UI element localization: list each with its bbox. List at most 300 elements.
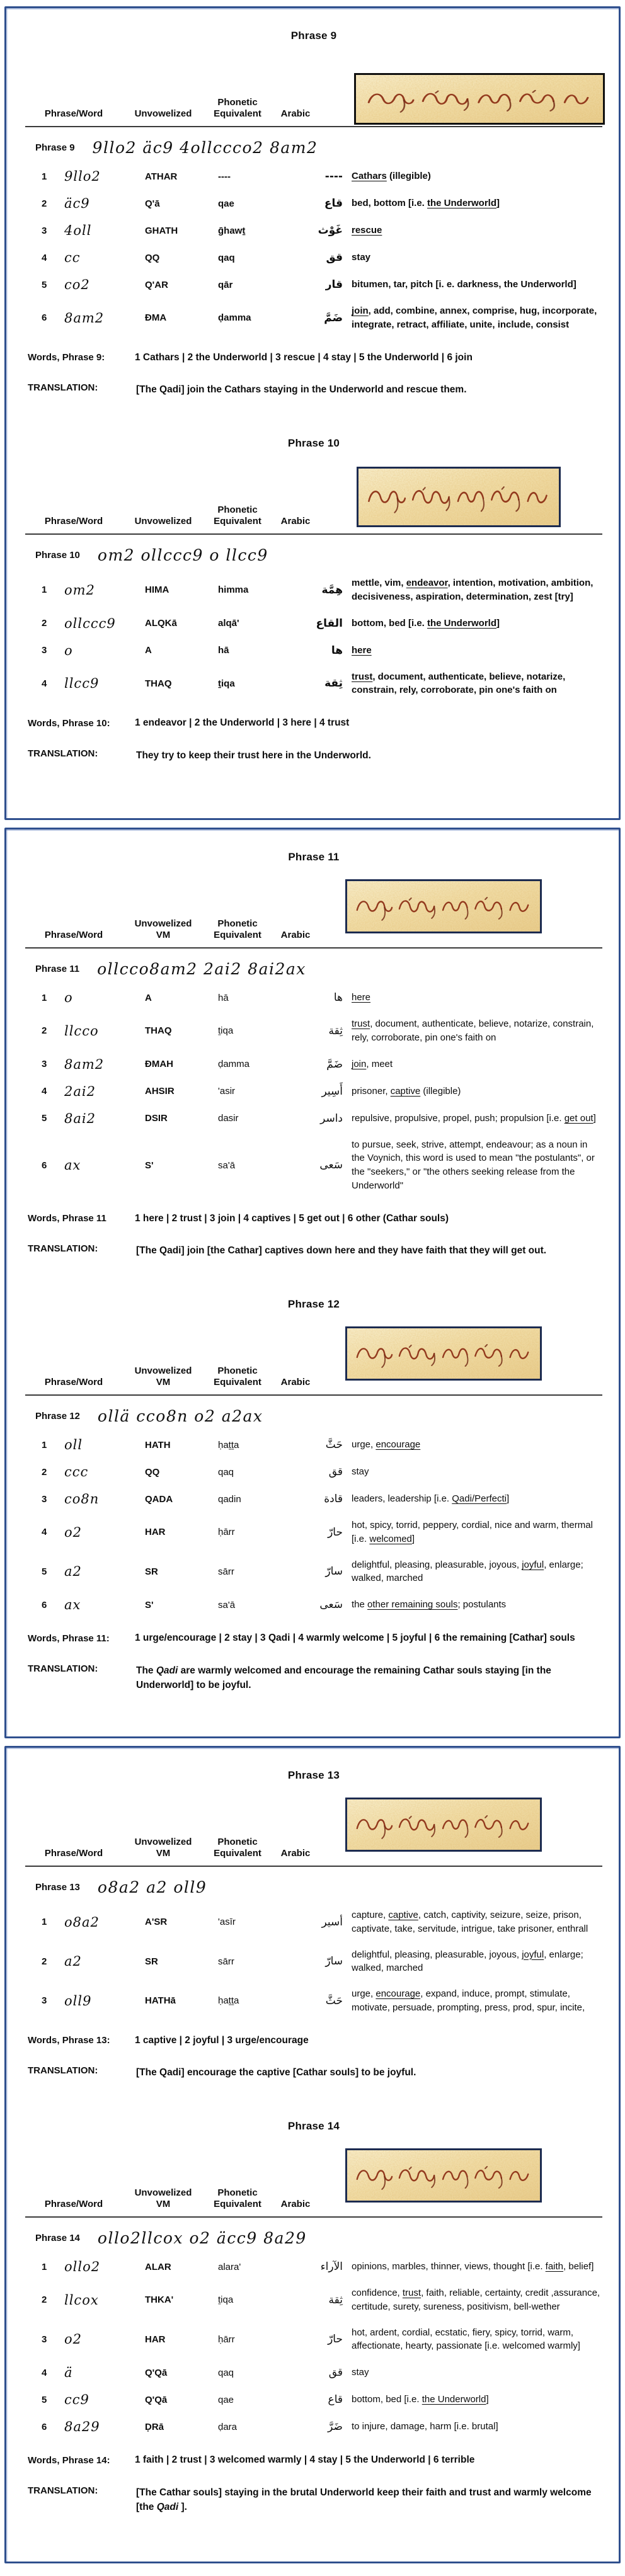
translation-value: They try to keep their trust here in the Underworld. (136, 749, 371, 761)
translation-row (28, 2065, 602, 2080)
voynich-word: ä (64, 2365, 73, 2381)
word-row (25, 1138, 602, 1193)
unvowelized-value: Q'ā (145, 198, 160, 209)
phonetic-value: qār (218, 279, 233, 290)
column-header-phonetic-line2: Equivalent (214, 108, 261, 120)
unvowelized-value: HIMA (145, 584, 169, 596)
unvowelized-value: HATH (145, 1439, 171, 1450)
translation-row (28, 2485, 602, 2515)
arabic-value: قادة (324, 1493, 343, 1506)
arabic-value: قق (326, 251, 343, 264)
phrase-vm-text: 9llo2 äc9 4ollccco2 8am2 (92, 139, 318, 157)
bordered-page-block (4, 6, 621, 820)
arabic-value: القاع (316, 617, 343, 630)
phrase-vm-label: Phrase 14 (35, 2233, 80, 2244)
phrase-title: Phrase 11 (288, 851, 340, 863)
word-number: 1 (42, 584, 47, 596)
phonetic-value: dasir (218, 1113, 239, 1124)
voynich-word: o2 (64, 2332, 83, 2347)
arabic-value: ---- (324, 170, 343, 183)
word-row (25, 304, 602, 332)
translation-value: [The Qadi] join the Cathars staying in the Underworld and rescue them. (136, 384, 467, 395)
words-summary-label: Words, Phrase 11: (28, 1633, 110, 1644)
unvowelized-value: A (145, 992, 152, 1003)
unvowelized-value: ḌRā (145, 2421, 164, 2432)
unvowelized-value: DSIR (145, 1113, 168, 1124)
translation-row (28, 1243, 602, 1258)
word-number: 3 (42, 645, 47, 656)
phrase-vm-label: Phrase 9 (35, 142, 75, 153)
translation-value: [The Cathar souls] staying in the brutal Underworld keep their faith and trust and warmly welcome [the Qadi ]. (136, 2487, 592, 2512)
word-row (25, 990, 602, 1005)
phonetic-value: qadin (218, 1493, 241, 1505)
column-header-arabic: Arabic (280, 1848, 311, 1859)
phonetic-value: ḡhawṯ (218, 225, 246, 236)
word-number: 6 (42, 1599, 47, 1610)
column-header-phonetic (205, 504, 270, 528)
translation-value: [The Qadi] join [the Cathar] captives down here and they have faith that they will get out. (136, 1245, 547, 1256)
meaning-text: repulsive, propulsive, propel, push; propulsion [i.e. get out] (352, 1112, 596, 1124)
voynich-word: o (64, 642, 73, 658)
word-row (25, 1491, 602, 1507)
phrase-vm-row (35, 2229, 602, 2247)
word-number: 1 (42, 1439, 47, 1450)
phrase-vm-row (35, 1407, 602, 1425)
voynich-word: ollccc9 (64, 615, 116, 631)
word-row (25, 196, 602, 211)
phonetic-value: qaq (218, 1466, 234, 1478)
phrase-vm-row (35, 1878, 602, 1896)
translation-document (4, 6, 621, 2563)
word-number: 3 (42, 1493, 47, 1505)
words-summary-row (28, 351, 602, 365)
word-number: 2 (42, 2294, 47, 2306)
meaning-text: stay (352, 252, 371, 263)
phonetic-value: ḍamma (218, 312, 251, 324)
voynich-word: oll9 (64, 1993, 92, 2009)
word-row (25, 1084, 602, 1099)
unvowelized-value: ĐMA (145, 312, 167, 324)
word-row (25, 2365, 602, 2380)
phrase-title: Phrase 12 (287, 1298, 340, 1311)
column-header-phonetic-line2: Equivalent (214, 2199, 261, 2210)
unvowelized-value: THKA' (145, 2294, 174, 2306)
word-row (25, 277, 602, 292)
bordered-page-block (4, 828, 621, 1738)
column-header-phonetic (205, 1365, 270, 1389)
unvowelized-value: S' (145, 1599, 154, 1610)
word-row (25, 1948, 602, 1976)
translation-label: TRANSLATION: (28, 382, 98, 393)
word-row (25, 1017, 602, 1045)
column-header-unvowelized-line1: Unvowelized (134, 108, 192, 120)
word-row (25, 1111, 602, 1126)
voynich-word: co2 (64, 277, 90, 292)
word-rows (25, 169, 602, 332)
arabic-value: ها (333, 991, 343, 1004)
arabic-value: سَعى (319, 1159, 343, 1171)
column-header-unvowelized-line1: Unvowelized (134, 516, 192, 527)
phrase-section (25, 437, 602, 763)
word-number: 5 (42, 2394, 47, 2405)
arabic-value: غَوْث (318, 224, 343, 237)
column-header-unvowelized-line2: VM (156, 1848, 171, 1859)
voynich-manuscript-image (345, 879, 542, 933)
column-header-unvowelized-line2: VM (156, 2199, 171, 2210)
word-number: 3 (42, 2334, 47, 2345)
word-number: 4 (42, 678, 47, 689)
word-row (25, 1437, 602, 1452)
voynich-word: llcc9 (64, 676, 100, 692)
column-header-phonetic-line1: Phonetic (217, 918, 258, 929)
translation-row (28, 1663, 602, 1693)
word-number: 3 (42, 1059, 47, 1069)
voynich-manuscript-image (345, 1798, 542, 1852)
translation-value: [The Qadi] encourage the captive [Cathar souls] to be joyful. (136, 2066, 416, 2078)
phrase-vm-row (35, 546, 602, 564)
unvowelized-value: QQ (145, 252, 160, 263)
arabic-value: سَعى (319, 1599, 343, 1612)
meaning-text: bed, bottom [i.e. the Underworld] (352, 198, 500, 209)
voynich-manuscript-image (345, 1326, 542, 1381)
voynich-manuscript-image (354, 73, 605, 125)
meaning-text: prisoner, captive (illegible) (352, 1085, 461, 1097)
column-header-phonetic-line2: Equivalent (214, 516, 261, 527)
words-summary-label: Words, Phrase 10: (28, 717, 110, 729)
word-number: 2 (42, 198, 47, 209)
column-header-phonetic-line2: Equivalent (214, 1377, 261, 1388)
phrase-vm-label: Phrase 13 (35, 1882, 80, 1893)
word-row (25, 1519, 602, 1546)
translation-row (28, 382, 602, 397)
phonetic-value: 'asir (218, 1086, 236, 1097)
phonetic-value: qaq (218, 2367, 234, 2378)
translation-label: TRANSLATION: (28, 748, 98, 759)
translation-value: The Qadi are warmly welcomed and encourage the remaining Cathar souls staying [in the Underworld] to be joyful. (136, 1665, 551, 1690)
meaning-text: bottom, bed [i.e. the Underworld] (352, 2394, 489, 2405)
meaning-text: confidence, trust, faith, reliable, certainty, credit ,assurance, certitude, surety, sureness, positivism, bell-wether (352, 2288, 600, 2312)
word-number: 1 (42, 1917, 47, 1928)
phonetic-value: alara' (218, 2261, 241, 2272)
arabic-value: حارّ (328, 1525, 343, 1539)
phrase-title: Phrase 9 (290, 30, 337, 42)
unvowelized-value: SR (145, 1566, 158, 1577)
meaning-text: stay (352, 2367, 369, 2378)
words-summary-value: 1 endeavor | 2 the Underworld | 3 here | 4 trust (135, 717, 350, 729)
voynich-word: co8n (64, 1491, 100, 1507)
word-rows (25, 576, 602, 697)
phrase-vm-text: om2 ollccc9 o llcc9 (97, 546, 268, 565)
unvowelized-value: Q'AR (145, 279, 168, 290)
word-row (25, 576, 602, 604)
voynich-word: o8a2 (64, 1914, 100, 1930)
phrase-vm-label: Phrase 12 (35, 1411, 80, 1422)
word-rows (25, 990, 602, 1193)
word-row (25, 670, 602, 698)
parchment-graphic (347, 1328, 540, 1379)
word-row (25, 616, 602, 631)
phrase-vm-text: o8a2 a2 oll9 (97, 1878, 207, 1896)
voynich-word: ccc (64, 1464, 89, 1480)
phonetic-value: alqā' (218, 618, 239, 629)
word-row (25, 2392, 602, 2407)
phonetic-value: ṯiqa (218, 1025, 234, 1037)
column-header-unvowelized (126, 516, 200, 528)
words-summary-row (28, 1631, 602, 1645)
arabic-value: قار (325, 278, 343, 291)
word-row (25, 2326, 602, 2354)
words-summary-label: Words, Phrase 14: (28, 2454, 110, 2466)
words-summary-value: 1 urge/encourage | 2 stay | 3 Qadi | 4 warmly welcome | 5 joyful | 6 the remaining [Cathar] souls (135, 1633, 575, 1644)
translation-row (28, 748, 602, 763)
phrase-vm-text: ollo2llcox o2 äcc9 8a29 (97, 2229, 307, 2248)
phrase-vm-label: Phrase 11 (35, 964, 80, 974)
voynich-word: äc9 (64, 196, 90, 211)
meaning-text: Cathars (illegible) (352, 171, 431, 182)
voynich-word: ax (64, 1597, 81, 1613)
column-header-arabic: Arabic (280, 930, 311, 941)
arabic-value: سارّ (325, 1565, 343, 1578)
word-row (25, 250, 602, 265)
phonetic-value: qae (218, 198, 234, 209)
word-number: 3 (42, 1995, 47, 2007)
column-header-phonetic (205, 1837, 270, 1861)
column-header-arabic: Arabic (280, 516, 311, 527)
unvowelized-value: HAR (145, 1527, 166, 1538)
phrase-section (25, 1769, 602, 2080)
arabic-value: هِمَّة (321, 583, 343, 596)
phonetic-value: sārr (218, 1566, 234, 1577)
meaning-text: to pursue, seek, strive, attempt, endeavour; as a noun in the Voynich, this word is used to mean "the postulants", or the "seekers," or "the others seeking release from the Underworld" (352, 1139, 595, 1191)
word-number: 4 (42, 1527, 47, 1538)
unvowelized-value: THAQ (145, 1025, 172, 1037)
arabic-value: ثِقة (328, 2293, 343, 2306)
word-number: 5 (42, 279, 47, 290)
column-header-phonetic-line1: Phonetic (217, 1836, 258, 1847)
meaning-text: capture, captive, catch, captivity, seizure, seize, prison, captivate, take, servitude, intrigue, take prisoner, enthrall (352, 1910, 588, 1934)
meaning-text: hot, ardent, cordial, ecstatic, fiery, spicy, torrid, warm, affectionate, hearty, passionate [i.e. welcomed warmly] (352, 2327, 580, 2352)
table-header-row (25, 871, 602, 949)
arabic-value: داسر (320, 1112, 343, 1125)
column-header-unvowelized-line2: VM (156, 930, 171, 941)
meaning-text: urge, encourage (352, 1439, 421, 1450)
words-summary-row (28, 1212, 602, 1226)
unvowelized-value: HAR (145, 2334, 166, 2345)
column-header-phonetic-line1: Phonetic (217, 504, 258, 515)
phonetic-value: ḥaṯṯa (218, 1995, 239, 2007)
words-summary-value: 1 faith | 2 trust | 3 welcomed warmly | 4 stay | 5 the Underworld | 6 terrible (135, 2454, 475, 2466)
word-number: 1 (42, 992, 47, 1003)
table-header-row (25, 457, 602, 535)
meaning-text: delightful, pleasing, pleasurable, joyous, joyful, enlarge; walked, marched (352, 1559, 583, 1584)
word-row (25, 643, 602, 658)
meaning-text: delightful, pleasing, pleasurable, joyous, joyful, enlarge; walked, marched (352, 1949, 583, 1974)
unvowelized-value: AHSIR (145, 1086, 175, 1097)
word-row (25, 2259, 602, 2274)
unvowelized-value: QQ (145, 1466, 160, 1478)
phrase-vm-row (35, 960, 602, 978)
voynich-word: 8am2 (64, 310, 105, 326)
column-header-phonetic-line1: Phonetic (217, 2187, 258, 2198)
voynich-word: cc9 (64, 2392, 89, 2408)
word-number: 6 (42, 312, 47, 324)
phrase-vm-label: Phrase 10 (35, 550, 80, 561)
meaning-text: bitumen, tar, pitch [i. e. darkness, the Underworld] (352, 279, 576, 290)
voynich-word: om2 (64, 582, 95, 598)
column-header-phrase-word: Phrase/Word (44, 516, 103, 527)
column-header-arabic: Arabic (280, 1377, 311, 1388)
arabic-value: حَثَّ (325, 1994, 343, 2007)
word-number: 5 (42, 1113, 47, 1124)
voynich-manuscript-image (357, 467, 561, 527)
word-number: 2 (42, 1466, 47, 1478)
phonetic-value: ṯiqa (218, 678, 235, 689)
unvowelized-value: GHATH (145, 225, 178, 236)
voynich-word: 8ai2 (64, 1110, 96, 1126)
voynich-word: ax (64, 1158, 81, 1173)
unvowelized-value: ĐMAH (145, 1059, 173, 1069)
arabic-value: الآراء (320, 2260, 343, 2274)
meaning-text: leaders, leadership [i.e. Qadi/Perfecti] (352, 1493, 510, 1505)
phonetic-value: ḍara (218, 2421, 238, 2432)
phonetic-value: hā (218, 645, 229, 656)
translation-label: TRANSLATION: (28, 1663, 98, 1674)
word-row (25, 1908, 602, 1936)
arabic-value: أَسِير (321, 1085, 343, 1098)
arabic-value: قق (328, 2366, 343, 2379)
word-number: 4 (42, 2367, 47, 2378)
phonetic-value: ḥaṯṯa (218, 1439, 239, 1450)
words-summary-value: 1 captive | 2 joyful | 3 urge/encourage (135, 2034, 309, 2046)
word-rows (25, 2259, 602, 2434)
word-rows (25, 1437, 602, 1612)
voynich-word: oll (64, 1437, 83, 1453)
translation-label: TRANSLATION: (28, 2065, 98, 2076)
column-header-unvowelized-line1: Unvowelized (134, 2187, 192, 2198)
voynich-word: llcox (64, 2292, 99, 2308)
words-summary-label: Words, Phrase 13: (28, 2035, 110, 2046)
phonetic-value: sa'ā (218, 1599, 236, 1610)
column-header-phonetic-line1: Phonetic (217, 96, 258, 108)
word-number: 3 (42, 225, 47, 236)
voynich-word: 2ai2 (64, 1083, 96, 1099)
word-row (25, 1987, 602, 2015)
phrase-title: Phrase 13 (287, 1769, 340, 1781)
word-number: 6 (42, 2421, 47, 2432)
phonetic-value: ḥārr (218, 2334, 235, 2345)
column-header-phrase-word: Phrase/Word (44, 2199, 103, 2210)
meaning-text: the other remaining souls; postulants (352, 1599, 507, 1610)
arabic-value: حَثَّ (325, 1439, 343, 1452)
column-header-phonetic (205, 918, 270, 942)
phonetic-value: 'asīr (218, 1917, 236, 1928)
arabic-value: ضَمَّ (326, 1057, 343, 1071)
translation-label: TRANSLATION: (28, 2485, 98, 2496)
unvowelized-value: A'SR (145, 1917, 168, 1928)
voynich-word: 8am2 (64, 1056, 105, 1072)
phonetic-value: sārr (218, 1956, 234, 1967)
translation-label: TRANSLATION: (28, 1243, 98, 1254)
word-number: 6 (42, 1160, 47, 1171)
voynich-word: o2 (64, 1524, 83, 1540)
column-header-unvowelized-line1: Unvowelized (134, 918, 192, 929)
column-header-phrase-word: Phrase/Word (44, 1848, 103, 1859)
phrase-title: Phrase 10 (287, 437, 340, 450)
arabic-value: أسير (321, 1915, 343, 1929)
word-number: 1 (42, 2261, 47, 2272)
unvowelized-value: ALQKā (145, 618, 177, 629)
parchment-graphic (347, 2150, 540, 2201)
unvowelized-value: Q'Qā (145, 2394, 168, 2405)
phonetic-value: ṯiqa (218, 2294, 234, 2306)
bordered-page-block (4, 1746, 621, 2563)
arabic-value: سارّ (325, 1955, 343, 1968)
column-header-phrase-word: Phrase/Word (44, 1377, 103, 1388)
unvowelized-value: A (145, 645, 152, 656)
column-header-unvowelized-line1: Unvowelized (134, 1836, 192, 1847)
meaning-text: join, add, combine, annex, comprise, hug, incorporate, integrate, retract, affiliate, unite, include, consist (352, 305, 597, 330)
meaning-text: urge, encourage, expand, induce, prompt, stimulate, motivate, persuade, prompting, press, prod, spur, incite, (352, 1988, 585, 2013)
arabic-value: حارّ (328, 2333, 343, 2346)
parchment-graphic (356, 75, 603, 123)
column-header-phonetic-line1: Phonetic (217, 1365, 258, 1376)
parchment-graphic (347, 1799, 540, 1850)
word-number: 1 (42, 171, 47, 182)
column-header-phrase-word: Phrase/Word (44, 108, 103, 120)
meaning-text: mettle, vim, endeavor, intention, motivation, ambition, decisiveness, aspiration, determination, zest [try] (352, 578, 593, 602)
phrase-section (25, 851, 602, 1258)
meaning-text: rescue (352, 225, 382, 236)
words-summary-label: Words, Phrase 9: (28, 352, 105, 363)
word-number: 2 (42, 1956, 47, 1967)
word-number: 2 (42, 1025, 47, 1037)
phonetic-value: ḍamma (218, 1059, 250, 1069)
word-row (25, 2286, 602, 2314)
column-header-unvowelized (126, 2187, 200, 2211)
word-row (25, 1057, 602, 1072)
phrase-section (25, 2120, 602, 2514)
voynich-word: ollo2 (64, 2259, 101, 2275)
word-number: 4 (42, 1086, 47, 1097)
arabic-value: ثِقة (324, 677, 343, 690)
unvowelized-value: ALAR (145, 2261, 171, 2272)
parchment-graphic (347, 881, 540, 932)
phrase-vm-text: ollä cco8n o2 a2ax (97, 1407, 263, 1426)
voynich-word: 4oll (64, 223, 92, 238)
table-header-row (25, 1318, 602, 1396)
unvowelized-value: Q'Qā (145, 2367, 168, 2378)
phonetic-value: sa'ā (218, 1160, 236, 1171)
voynich-word: a2 (64, 1564, 82, 1580)
phonetic-value: qaq (218, 252, 235, 263)
column-header-phonetic (205, 97, 270, 121)
meaning-text: here (352, 992, 371, 1003)
meaning-text: bottom, bed [i.e. the Underworld] (352, 617, 500, 629)
word-row (25, 223, 602, 238)
word-rows (25, 1908, 602, 2015)
meaning-text: join, meet (352, 1058, 393, 1069)
words-summary-label: Words, Phrase 11 (28, 1213, 106, 1224)
arabic-value: قق (328, 1466, 343, 1479)
phrase-section (25, 1298, 602, 1692)
word-row (25, 1558, 602, 1586)
unvowelized-value: QADA (145, 1493, 173, 1505)
word-row (25, 169, 602, 184)
voynich-word: llcco (64, 1023, 99, 1039)
meaning-text: trust, document, authenticate, believe, notarize, constrain, rely, corroborate, pin one's faith on (352, 671, 566, 696)
column-header-unvowelized (126, 1837, 200, 1861)
parchment-graphic (358, 469, 559, 525)
